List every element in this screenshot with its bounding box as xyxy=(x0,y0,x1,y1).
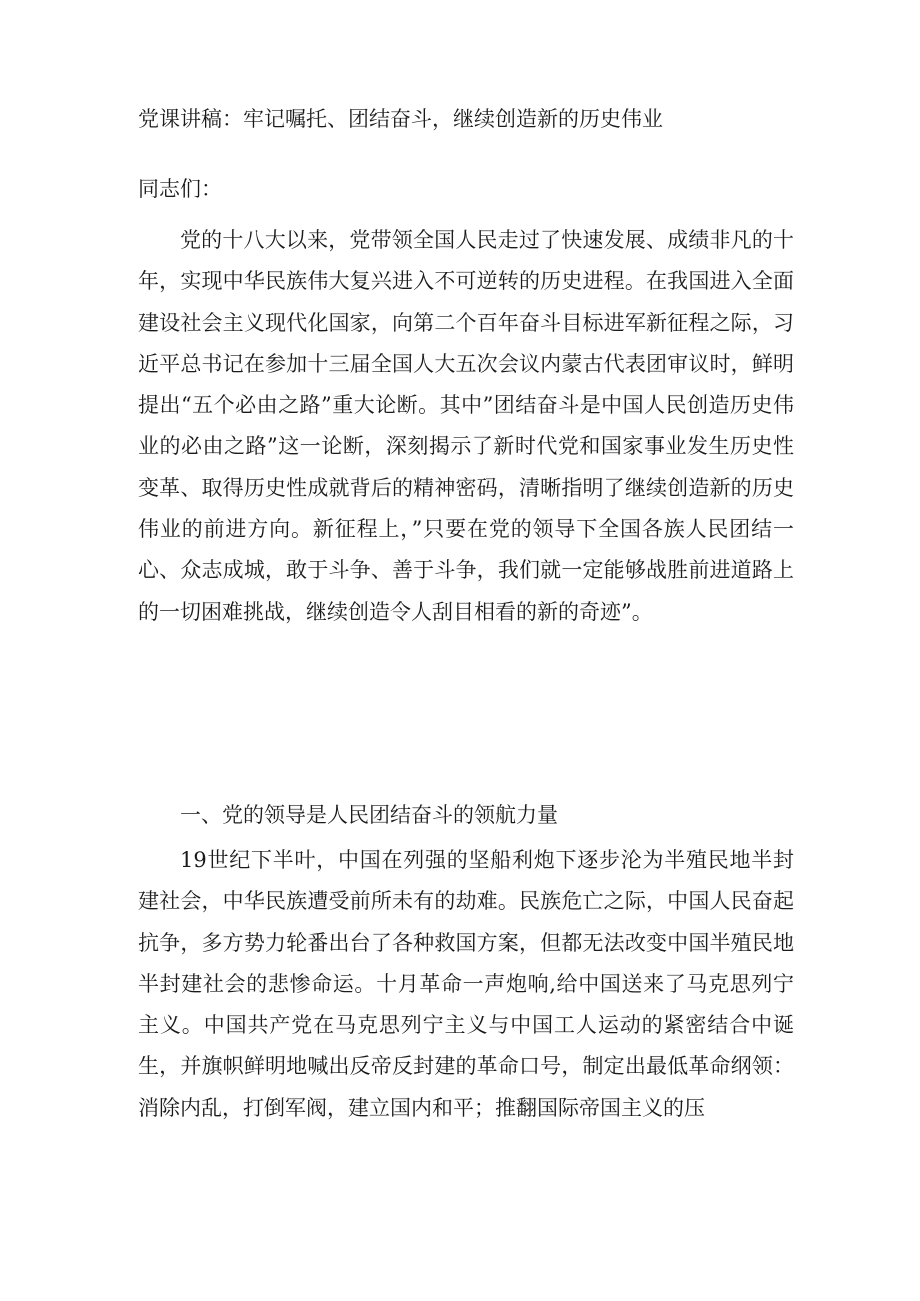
section-heading-1: 一、党的领导是人民团结奋斗的领航力量 xyxy=(180,803,558,827)
salutation: 同志们： xyxy=(138,177,222,201)
document-title: 党课讲稿：牢记嘱托、团结奋斗，继续创造新的历史伟业 xyxy=(138,107,663,131)
body-paragraph-2: 19世纪下半叶，中国在列强的坚船利炮下逐步沦为半殖民地半封建社会，中华民族遭受前所未有的劫难。民族危亡之际，中国人民奋起抗争，多方势力轮番出台了各种救国方案，但都无法改变中国半殖民地半封建社会的悲惨命运。十月革命一声炮响,给中国送来了马克思列宁主义。中国共产党在马克思列宁主义与中国工人运动的紧密结合中诞生，并旗帜鲜明地喊出反帝反封建的革命口号，制定出最低革命纲领：消除内乱，打倒军阀，建立国内和平；推翻国际帝国主义的压 xyxy=(138,848,794,1120)
body-paragraph-1: 党的十八大以来，党带领全国人民走过了快速发展、成绩非凡的十年，实现中华民族伟大复兴进入不可逆转的历史进程。在我国进入全面建设社会主义现代化国家，向第二个百年奋斗目标进军新征程之际，习近平总书记在参加十三届全国人大五次会议内蒙古代表团审议时，鲜明提出“五个必由之路”重大论断。其中”团结奋斗是中国人民创造历史伟业的必由之路”这一论断，深刻揭示了新时代党和国家事业发生历史性变革、取得历史性成就背后的精神密码，清晰指明了继续创造新的历史伟业的前进方向。新征程上，”只要在党的领导下全国各族人民团结一心、众志成城，敢于斗争、善于斗争，我们就一定能够战胜前进道路上的一切困难挑战，继续创造令人刮目相看的新的奇迹”。 xyxy=(138,228,794,624)
